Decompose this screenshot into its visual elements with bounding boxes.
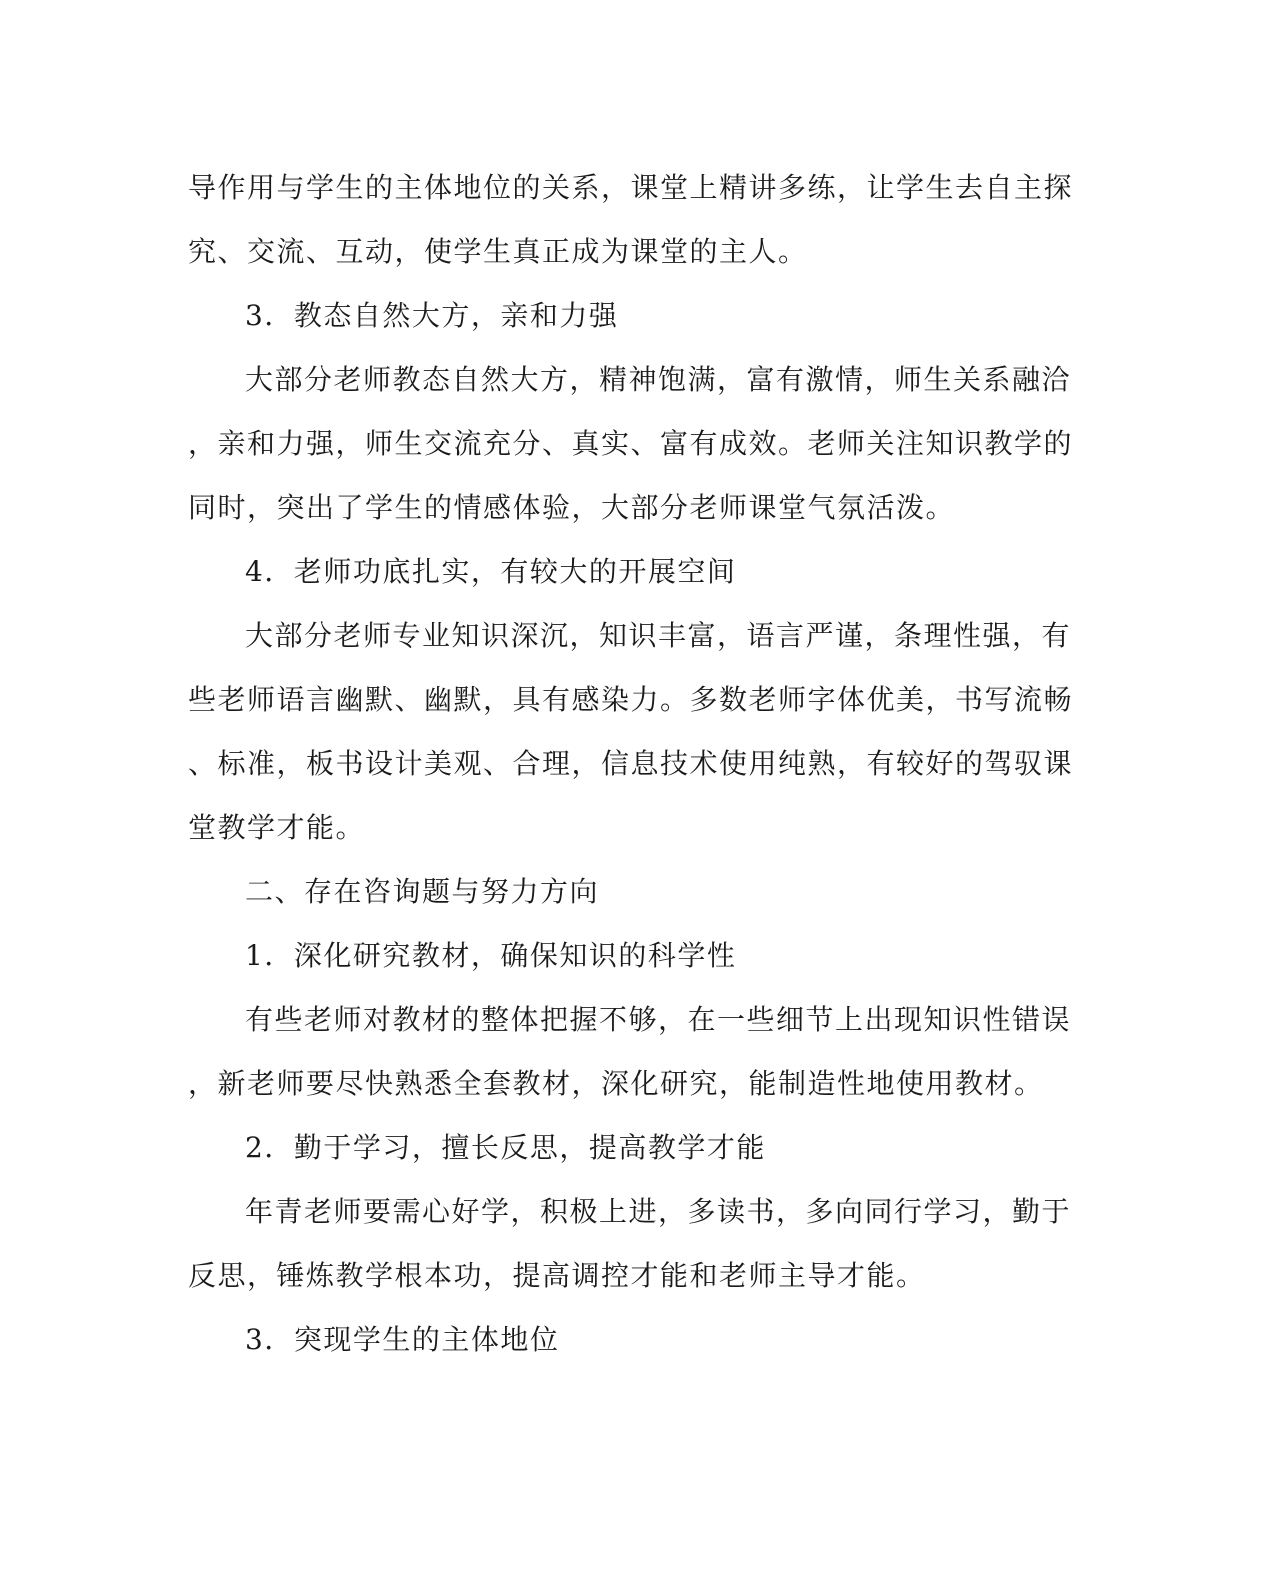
paragraph-line: 些老师语言幽默、幽默，具有感染力。多数老师字体优美，书写流畅	[188, 683, 1074, 716]
paragraph-line: 同时，突出了学生的情感体验，大部分老师课堂气氛活泼。	[188, 491, 956, 524]
document-body	[188, 163, 1074, 1379]
section-heading: 4．老师功底扎实，有较大的开展空间	[245, 555, 737, 588]
paragraph-line: 反思，锤炼教学根本功，提高调控才能和老师主导才能。	[188, 1259, 926, 1292]
paragraph-line: 有些老师对教材的整体把握不够，在一些细节上出现知识性错误	[245, 1003, 1072, 1036]
section-heading: 2．勤于学习，擅长反思，提高教学才能	[245, 1131, 766, 1164]
paragraph-line: ，新老师要尽快熟悉全套教材，深化研究，能制造性地使用教材。	[188, 1067, 1044, 1100]
section-heading: 1．深化研究教材，确保知识的科学性	[245, 939, 737, 972]
paragraph-line: 导作用与学生的主体地位的关系，课堂上精讲多练，让学生去自主探	[188, 171, 1074, 204]
paragraph-line: ，亲和力强，师生交流充分、真实、富有成效。老师关注知识教学的	[188, 427, 1074, 460]
paragraph-line: 大部分老师专业知识深沉，知识丰富，语言严谨，条理性强，有	[245, 619, 1072, 652]
paragraph-line: 年青老师要需心好学，积极上进，多读书，多向同行学习，勤于	[245, 1195, 1072, 1228]
paragraph-line: 、标准，板书设计美观、合理，信息技术使用纯熟，有较好的驾驭课	[188, 747, 1074, 780]
paragraph-line: 堂教学才能。	[188, 811, 366, 844]
section-heading: 二、存在咨询题与努力方向	[245, 875, 600, 908]
section-heading: 3．突现学生的主体地位	[245, 1323, 560, 1356]
section-heading: 3．教态自然大方，亲和力强	[245, 299, 619, 332]
paragraph-line: 大部分老师教态自然大方，精神饱满，富有激情，师生关系融洽	[245, 363, 1072, 396]
paragraph-line: 究、交流、互动，使学生真正成为课堂的主人。	[188, 235, 808, 268]
